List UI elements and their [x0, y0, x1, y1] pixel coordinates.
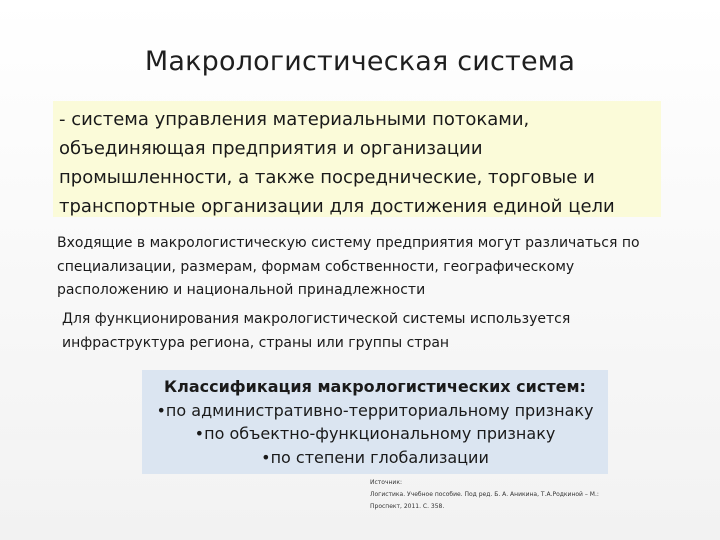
- infrastructure-paragraph: Для функционирования макрологистической системы используется инфраструктура региона, страны или группы стран: [62, 311, 571, 351]
- classification-item-globalization: •по степени глобализации: [261, 447, 489, 467]
- definition-box: - система управления материальными потоками, объединяющая предприятия и организации промышленности, а также посреднические, торговые и транспортные организации для достижения единой цели: [53, 101, 661, 217]
- enterprises-paragraph: Входящие в макрологистическую систему предприятия могут различаться по специализации, размерам, формам собственности, географическому расположению и национальной принадлежности: [57, 235, 640, 298]
- source-line-2: Проспект, 2011. С. 358.: [370, 503, 445, 510]
- classification-item-administrative: •по административно-территориальному признаку: [156, 400, 594, 420]
- source-citation: [370, 477, 690, 513]
- classification-box: [142, 370, 608, 474]
- classification-heading: Классификация макрологистических систем:: [164, 377, 586, 396]
- source-line-1: Логистика. Учебное пособие. Под ред. Б. А. Аникина, Т.А.Родкиной – М.:: [370, 491, 599, 498]
- classification-item-functional: •по объектно-функциональному признаку: [194, 424, 556, 443]
- slide-title: Макрологистическая система: [144, 46, 576, 77]
- source-label: Источник:: [370, 479, 402, 486]
